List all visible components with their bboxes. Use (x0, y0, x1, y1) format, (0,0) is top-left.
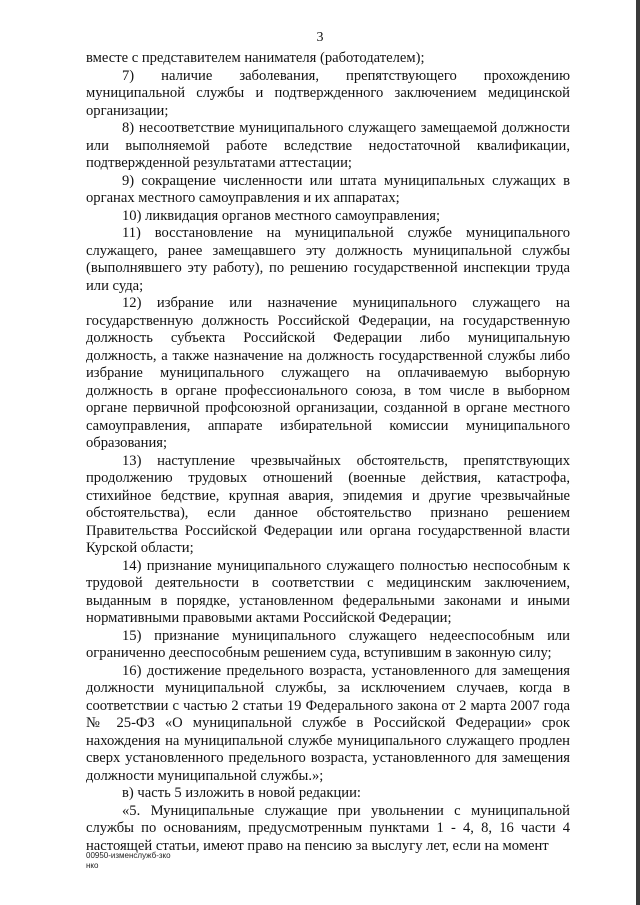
footer-file-code-suffix: нко (86, 861, 99, 870)
scan-edge-border (636, 0, 640, 905)
paragraph-item-8: 8) несоответствие муниципального служащего замещаемой должности или выполняемой работе вследствие недостаточной квалификации, подтвержденной результатами аттестации; (86, 120, 570, 171)
paragraph-item-10: 10) ликвидация органов местного самоуправления; (122, 207, 441, 224)
paragraph-item-15: 15) признание муниципального служащего недееспособным или ограниченно дееспособным решением суда, вступившим в законную силу; (86, 627, 570, 661)
paragraph-item-12: 12) избрание или назначение муниципального служащего на государственную должность Российской Федерации, на государственную должность субъекта Российской Федерации либо муниципальную должность, а также назначение на должность государственной службы либо избрание муниципального служащего на оплачиваемую выборную должность в органе профессионального союза, в том числе в выборном органе первичной профсоюзной организации, созданной в органе местного самоуправления, аппарате избирательной комиссии муниципального образования; (86, 295, 570, 451)
footer-file-code: 00950-изменслужб-зко (86, 851, 171, 860)
paragraph-continuation: вместе с представителем нанимателя (работодателем); (86, 50, 425, 66)
paragraph-part-5: «5. Муниципальные служащие при увольнении с муниципальной службы по основаниям, предусмотренным пунктами 1 - 4, 8, 16 части 4 настоящей статьи, имеют право на пенсию за выслугу лет, если на момент (86, 802, 570, 854)
page-number: 3 (316, 30, 324, 45)
paragraph-item-9: 9) сокращение численности или штата муниципальных служащих в органах местного самоуправления и их аппаратах; (86, 172, 570, 206)
paragraph-item-7: 7) наличие заболевания, препятствующего прохождению муниципальной службы и подтвержденного заключением медицинской организации; (86, 67, 570, 119)
paragraph-item-11: 11) восстановление на муниципальной службе муниципального служащего, ранее замещавшего эту должность муниципальной службы (выполнявшего эту работу), по решению государственной инспекции труда или суда; (86, 225, 570, 294)
paragraph-item-13: 13) наступление чрезвычайных обстоятельств, препятствующих продолжению трудовых отношений (военные действия, катастрофа, стихийное бедствие, крупная авария, эпидемия и другие чрезвычайные обстоятельства), если данное обстоятельство признано решением Правительства Российской Федерации или органа государственной власти Курской области; (86, 452, 570, 556)
document-body (86, 50, 570, 855)
document-footer (86, 851, 171, 871)
paragraph-item-16: 16) достижение предельного возраста, установленного для замещения должности муниципальной службы, за исключением случаев, когда в соответствии с частью 2 статьи 19 Федерального закона от 2 марта 2007 года № 25-ФЗ «О муниципальной службе в Российской Федерации» срок нахождения на муниципальной службе муниципального служащего продлен сверх установленного предельного возраста, установленного для замещения должности муниципальной службы.»; (86, 662, 570, 784)
paragraph-subpoint-v: в) часть 5 изложить в новой редакции: (122, 785, 361, 801)
paragraph-item-14: 14) признание муниципального служащего полностью неспособным к трудовой деятельности в соответствии с медицинским заключением, выданным в порядке, установленном федеральными законами и иными нормативными правовыми актами Российской Федерации; (86, 557, 570, 626)
